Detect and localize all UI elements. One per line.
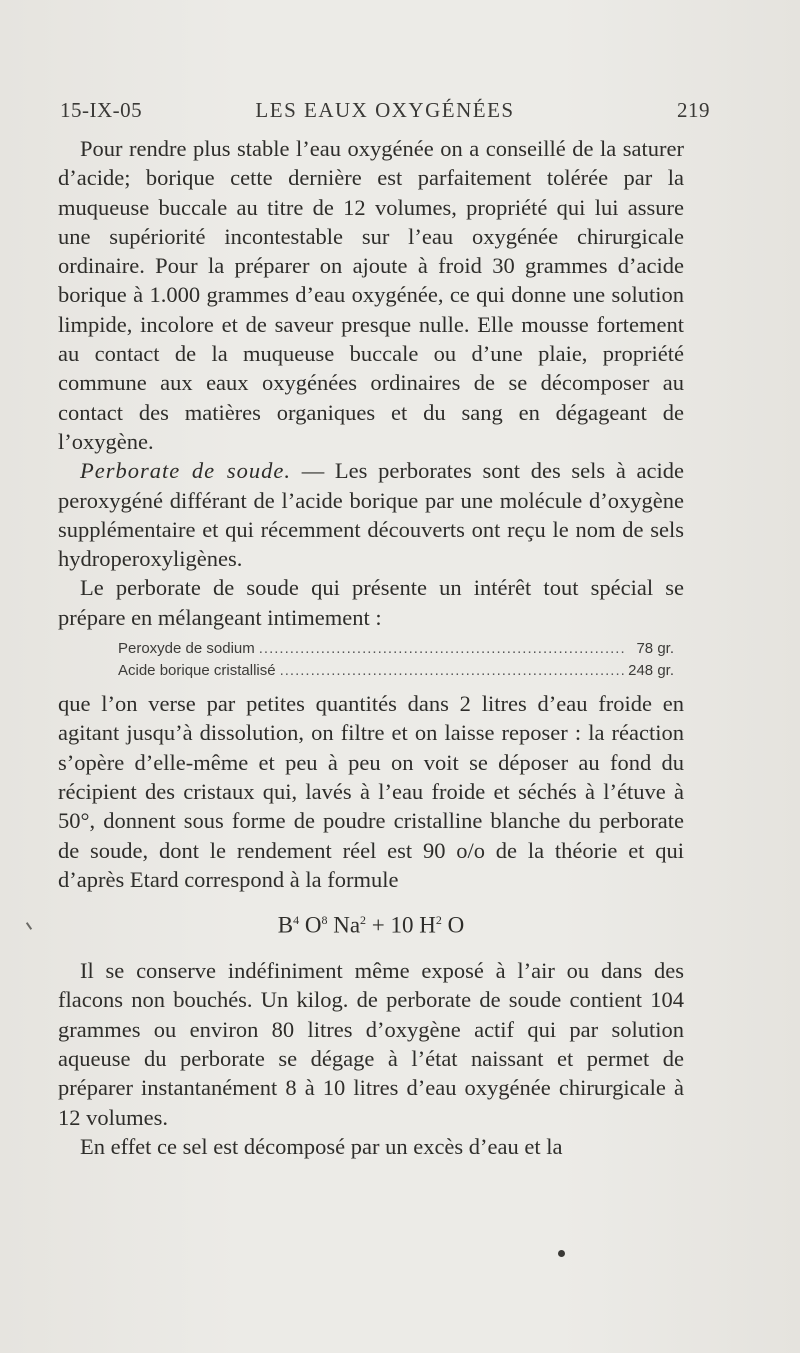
formula-water-oxygen: O [447,912,465,938]
paragraph-3: Le perborate de soude qui présente un intérêt tout spécial se prépare en mélangeant intimement : [58,575,684,630]
chemical-formula [58,906,684,940]
formula-hydrogen-exp: 2 [435,913,442,928]
paragraph-2-text: — Les perborates sont des sels à acide peroxygéné différant de l’acide borique par une molécule d’oxygène supplémentaire et qui récemment découverts ont reçu le nom de sels hydroperoxyligènes. [58,458,684,572]
page-number: 219 [677,98,710,122]
section-title-perborate: Perborate de soude. [80,458,291,484]
header-date: 15-IX-05 [60,98,143,122]
ingredient-amount: 248 gr. [628,662,674,680]
paragraph-5: Il se conserve indéfiniment même exposé à l’air ou dans des flacons non bouchés. Un kilog. de perborate de soude contient 104 grammes ou environ 80 litres d’oxygène actif qui par solution aqueuse du perborate se dégage à l’état naissant et permet de préparer instantanément 8 à 10 litres d’eau oxygénée chirurgicale à 12 volumes. [58,958,684,1130]
ingredient-name: Peroxyde de sodium [118,640,255,658]
formula-boron: B [277,912,294,938]
ingredient-row [118,660,674,682]
paragraph-4: que l’on verse par petites quantités dans 2 litres d’eau froide en agitant jusqu’à dissolution, on filtre et on laisse reposer : la réaction s’opère d’elle-même et peu à peu on voit se déposer au fond du récipient des cristaux qui, lavés à l’eau froide et séchés à l’étuve à 50°, donnent sous forme de poudre cristalline blanche du perborate de soude, dont le rendement réel est 90 o/o de la théorie et qui d’après Etard correspond à la formule [58,691,684,892]
ingredient-row [118,638,674,660]
formula-oxygen: O [304,912,322,938]
ink-dot [558,1250,565,1257]
formula-sodium: Na [333,912,361,938]
formula-oxygen-exp: 8 [321,913,328,928]
paragraph-1: Pour rendre plus stable l’eau oxygénée on a conseillé de la saturer d’acide; borique cette dernière est parfaitement tolérée par la muqueuse buccale au titre de 12 volumes, propriété qui lui assure une supériorité incontestable sur l’eau oxygénée chirurgicale ordinaire. Pour la préparer on ajoute à froid 30 grammes d’acide borique à 1.000 grammes d’eau oxygénée, ce qui donne une solution limpide, incolore et de saveur presque nulle. Elle mousse fortement au contact de la muqueuse buccale ou d’une plaie, propriété commune aux eaux oxygénées ordinaires de se décomposer au contact des matières organiques et du sang en dégageant de l’oxygène. [58,136,684,454]
header-title: LES EAUX OXYGÉNÉES [255,98,515,122]
ingredient-name: Acide borique cristallisé [118,662,276,680]
formula-boron-exp: 4 [293,913,300,928]
leader-dots [280,660,624,682]
formula-sodium-exp: 2 [360,913,367,928]
ingredient-amount: 78 gr. [636,640,674,658]
page-body [58,134,684,1161]
leader-dots [259,638,624,660]
margin-mark [26,922,32,930]
paragraph-6: En effet ce sel est décomposé par un excès d’eau et la [80,1133,563,1159]
paragraph-2 [58,456,684,573]
ingredients-table [118,638,674,682]
formula-water: + 10 H [371,912,436,938]
